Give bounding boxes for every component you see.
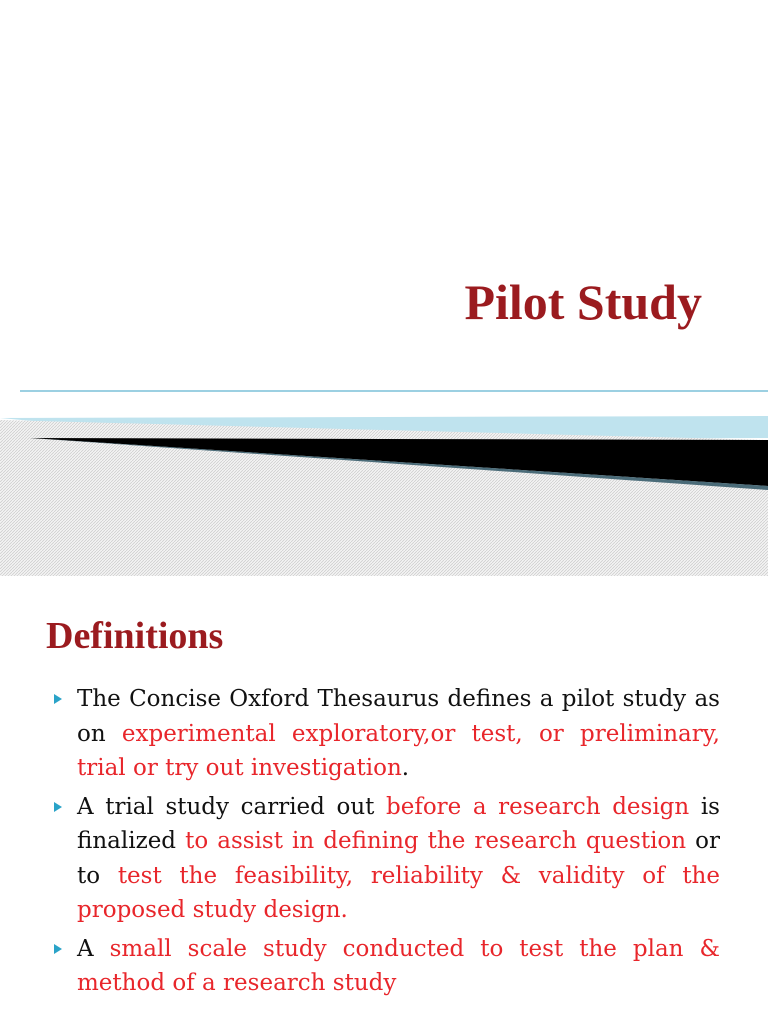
body-text: .	[401, 755, 410, 781]
highlighted-text: before a research design	[385, 793, 690, 820]
body-text: A trial study carried out	[77, 793, 386, 820]
highlighted-text: experimental exploratory,or test, or preliminary, trial or try out investigation	[77, 720, 720, 781]
body-text: The Concise Oxford Thesaurus defines a pilot study as on	[77, 686, 720, 747]
slide-title: Pilot Study	[464, 274, 702, 330]
highlighted-text: to assist in defining the research question	[185, 828, 687, 854]
decorative-swoosh	[0, 380, 768, 576]
triangle-bullet-icon	[54, 694, 62, 704]
bullet-item	[52, 790, 720, 928]
triangle-bullet-icon	[54, 802, 62, 812]
body-text: A	[77, 935, 110, 962]
triangle-bullet-icon	[54, 944, 62, 954]
definitions-slide	[0, 576, 768, 1024]
bullet-list	[52, 682, 720, 1005]
highlighted-text: test the feasibility, reliability & validity of the proposed study design.	[77, 862, 720, 923]
body-text: is finalized	[77, 793, 720, 854]
bullet-item	[52, 932, 720, 1001]
body-text: or to	[77, 828, 721, 889]
slide-heading: Definitions	[46, 615, 224, 657]
highlighted-text: small scale study conducted to test the plan & method of a research study	[77, 935, 720, 996]
bullet-item	[52, 682, 720, 786]
